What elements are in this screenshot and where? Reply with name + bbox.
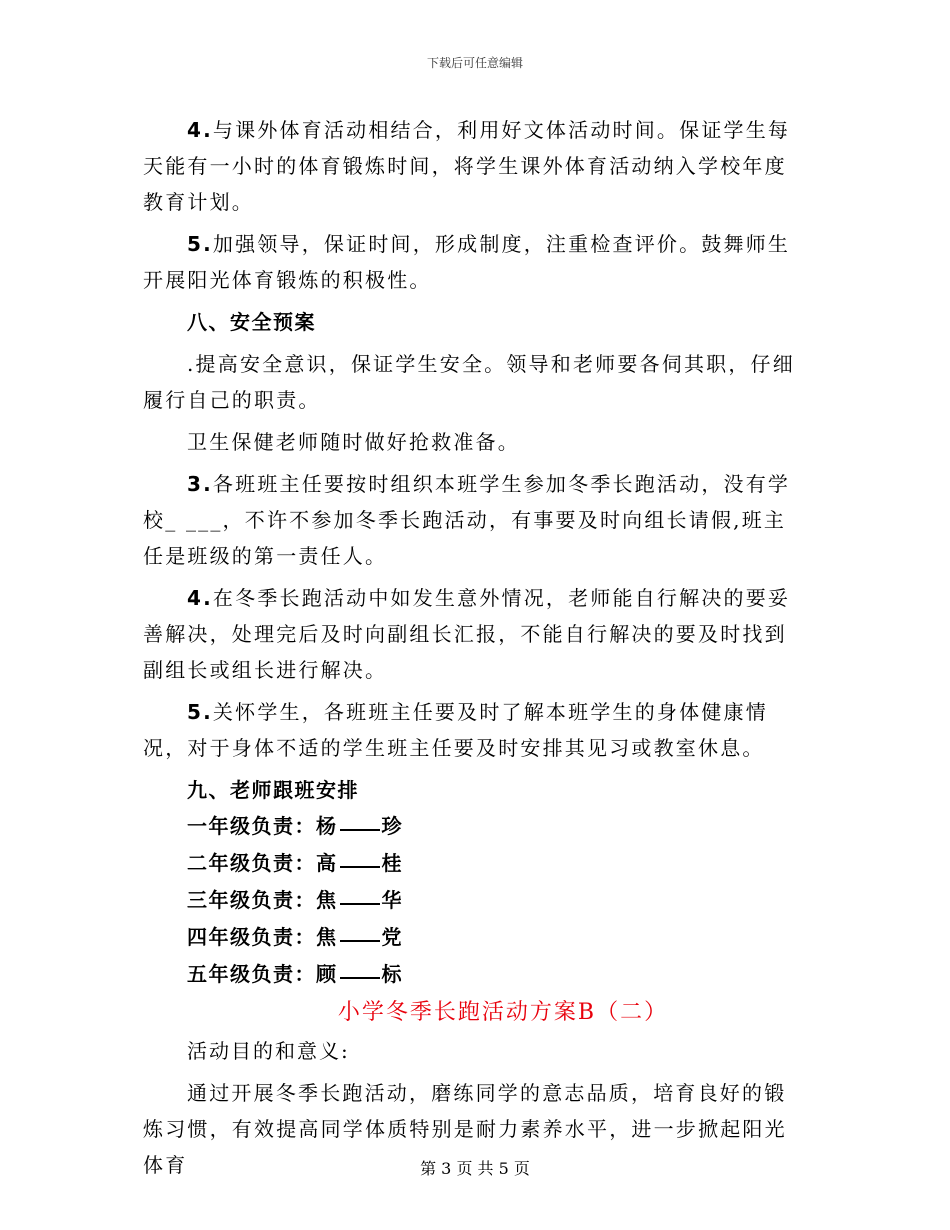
name-blank <box>340 977 380 979</box>
teacher-surname: 高 <box>316 851 338 875</box>
duty-line-grade-2 <box>143 845 803 882</box>
paragraph-5-leadership <box>143 226 803 298</box>
item-number: 4. <box>187 118 213 142</box>
teacher-given-name: 珍 <box>381 814 403 838</box>
paragraph-text: 各班班主任要按时组织本班学生参加冬季长跑活动，没有学校_ ___，不许不参加冬季长跑活动，有事要及时向组长请假,班主任是班级的第一责任人。 <box>143 472 791 568</box>
duty-line-grade-5 <box>143 956 803 993</box>
grade-label: 二年级负责： <box>187 851 316 875</box>
teacher-given-name: 桂 <box>381 851 403 875</box>
paragraph-text: 关怀学生，各班班主任要及时了解本班学生的身体健康情况，对于身体不适的学生班主任要及时安排其见习或教室休息。 <box>143 700 768 760</box>
header-note: 下载后可任意编辑 <box>426 56 523 70</box>
teacher-given-name: 党 <box>381 925 403 949</box>
purpose-label: 活动目的和意义: <box>187 1039 350 1063</box>
paragraph-health-teacher: 卫生保健老师随时做好抢救准备。 <box>187 430 520 454</box>
grade-label: 五年级负责： <box>187 962 316 986</box>
section-title: 小学冬季长跑活动方案B（二） <box>337 1000 669 1025</box>
duty-line-grade-3 <box>143 882 803 919</box>
teacher-surname: 杨 <box>316 814 338 838</box>
grade-label: 三年级负责： <box>187 888 316 912</box>
duty-line-grade-1 <box>143 808 803 845</box>
name-blank <box>340 903 380 905</box>
paragraph-purpose: 通过开展冬季长跑活动，磨练同学的意志品质，培育良好的锻炼习惯，有效提高同学体质特别是耐力素养水平，进一步掀起阳光体育 <box>143 1081 787 1177</box>
paragraph-4-sports <box>143 112 803 220</box>
grade-label: 四年级负责： <box>187 925 316 949</box>
item-number: 4. <box>187 586 213 610</box>
paragraph-4-accident <box>143 580 803 688</box>
teacher-surname: 顾 <box>316 962 338 986</box>
paragraph-safety-awareness: .提高安全意识，保证学生安全。领导和老师要各伺其职，仔细履行自己的职责。 <box>143 352 795 412</box>
teacher-surname: 焦 <box>316 888 338 912</box>
item-number: 3. <box>187 472 213 496</box>
item-number: 5. <box>187 700 213 724</box>
item-number: 5. <box>187 232 213 256</box>
heading-teacher-arrangement: 九、老师跟班安排 <box>187 778 359 802</box>
name-blank <box>340 866 380 868</box>
paragraph-text: 加强领导，保证时间，形成制度，注重检查评价。鼓舞师生开展阳光体育锻炼的积极性。 <box>143 232 791 292</box>
heading-safety-plan: 八、安全预案 <box>187 310 316 334</box>
teacher-given-name: 标 <box>381 962 403 986</box>
paragraph-text: 在冬季长跑活动中如发生意外情况，老师能自行解决的要妥善解决，处理完后及时向副组长汇报，不能自行解决的要及时找到副组长或组长进行解决。 <box>143 586 791 682</box>
name-blank <box>340 940 380 942</box>
paragraph-5-care <box>143 694 803 766</box>
document-body <box>143 112 803 1183</box>
page-footer: 第 3 页 共 5 页 <box>420 1159 530 1178</box>
paragraph-text: 与课外体育活动相结合，利用好文体活动时间。保证学生每天能有一小时的体育锻炼时间，将学生课外体育活动纳入学校年度教育计划。 <box>143 118 791 214</box>
teacher-given-name: 华 <box>381 888 403 912</box>
teacher-surname: 焦 <box>316 925 338 949</box>
duty-line-grade-4 <box>143 919 803 956</box>
grade-label: 一年级负责： <box>187 814 316 838</box>
name-blank <box>340 829 380 831</box>
paragraph-3-class-teacher <box>143 466 803 574</box>
